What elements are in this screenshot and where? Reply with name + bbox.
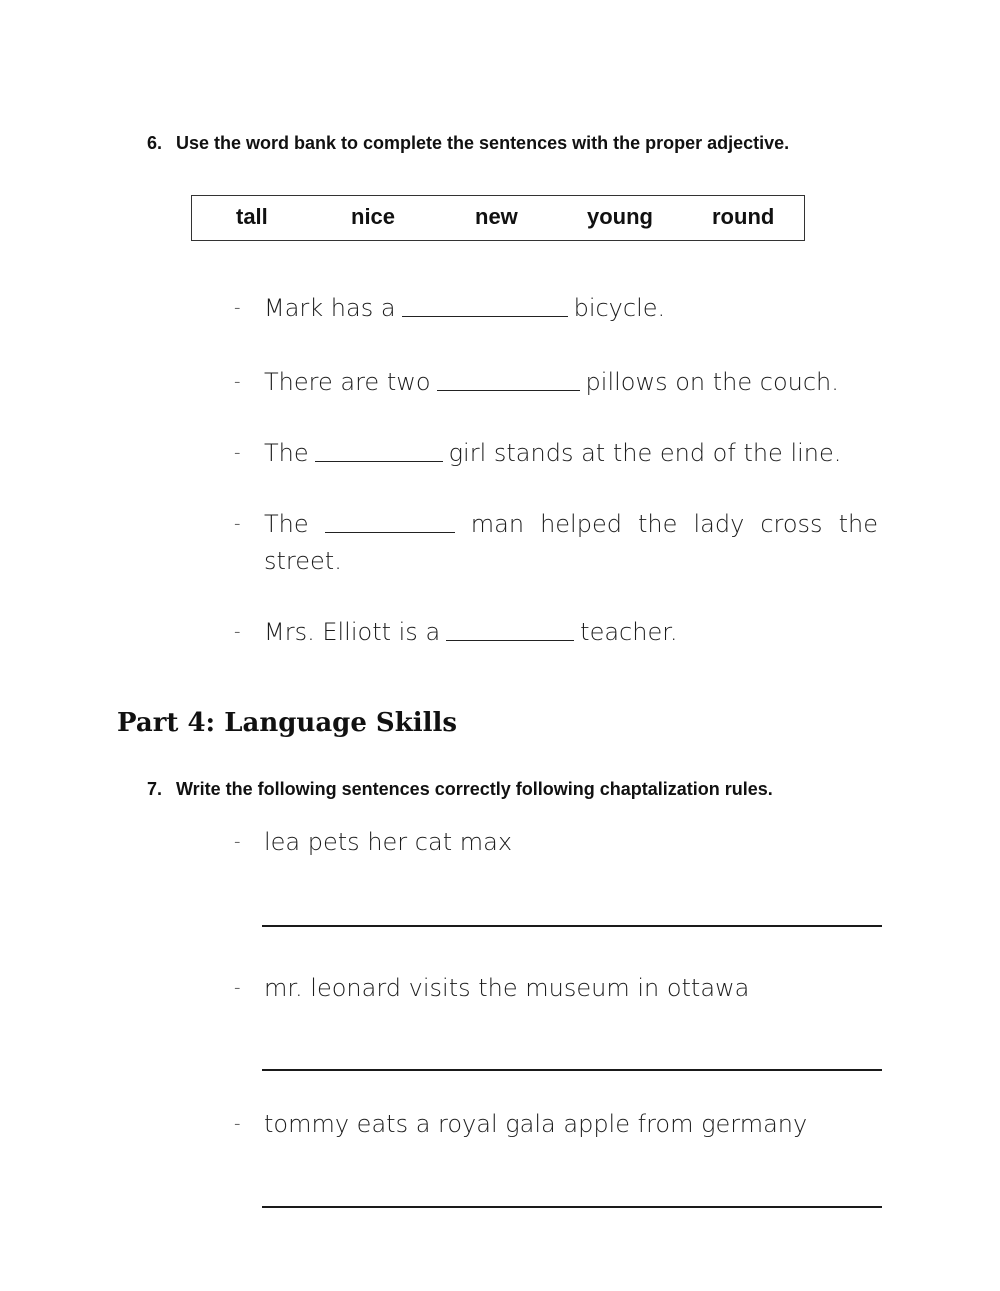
bullet-dash: -: [234, 297, 241, 318]
sentence-after: bicycle.: [573, 294, 666, 322]
sentence-word: the: [638, 510, 678, 538]
sentence-item: [234, 618, 678, 646]
sentence-before: The: [264, 439, 309, 467]
bullet-dash: -: [234, 831, 241, 852]
sentence-word: lady: [693, 510, 745, 538]
sentence-word: man: [470, 510, 525, 538]
sentence-word: the: [838, 510, 878, 538]
bullet-dash: -: [234, 1113, 241, 1134]
fill-in-blank[interactable]: [437, 368, 580, 391]
sentence-justified-line: [264, 510, 878, 538]
sentence-word: The: [264, 510, 309, 538]
word-bank-item: new: [475, 204, 518, 229]
sentence-word: cross: [760, 510, 823, 538]
sentence-before: Mrs. Elliott is a: [264, 618, 441, 646]
word-bank-item: young: [587, 204, 653, 229]
question-7-number: 7.: [147, 779, 163, 799]
sentence-after: pillows on the couch.: [585, 368, 839, 396]
sentence-item-dash: [234, 510, 264, 538]
sentence-after: teacher.: [580, 618, 678, 646]
sentence-item: [234, 294, 665, 322]
sentence-text: mr. leonard visits the museum in ottawa: [264, 974, 750, 1002]
fill-in-blank[interactable]: [446, 618, 574, 641]
sentence-before: Mark has a: [264, 294, 396, 322]
answer-line[interactable]: [262, 1206, 882, 1208]
word-bank-item: tall: [236, 204, 268, 229]
sentence-word: helped: [540, 510, 622, 538]
bullet-dash: -: [234, 977, 241, 998]
word-bank-item: nice: [351, 204, 396, 229]
question-6-heading: [147, 133, 789, 154]
sentence-continuation: street.: [264, 547, 342, 575]
sentence-text: lea pets her cat max: [264, 828, 513, 856]
fill-in-blank[interactable]: [402, 294, 568, 317]
word-bank: [191, 195, 805, 241]
question-7-instruction: Write the following sentences correctly following chaptalization rules.: [176, 779, 773, 799]
sentence-item: [234, 1110, 807, 1138]
question-6-number: 6.: [147, 133, 163, 153]
sentence-item: [234, 828, 512, 856]
word-bank-item: round: [712, 204, 775, 229]
question-7-heading: [147, 779, 773, 800]
sentence-text: tommy eats a royal gala apple from germany: [264, 1110, 808, 1138]
sentence-item: [234, 368, 839, 396]
question-6-instruction: Use the word bank to complete the sentences with the proper adjective.: [176, 133, 790, 153]
answer-line[interactable]: [262, 1069, 882, 1071]
bullet-dash: -: [234, 371, 241, 392]
sentence-item: [234, 974, 749, 1002]
bullet-dash: -: [234, 621, 241, 642]
bullet-dash: -: [234, 442, 241, 463]
answer-line[interactable]: [262, 925, 882, 927]
fill-in-blank[interactable]: [325, 510, 455, 533]
sentence-after: girl stands at the end of the line.: [448, 439, 842, 467]
sentence-item: [234, 439, 841, 467]
fill-in-blank[interactable]: [315, 439, 443, 462]
part-4-title: Part 4: Language Skills: [117, 708, 457, 738]
bullet-dash: -: [234, 513, 241, 534]
sentence-before: There are two: [264, 368, 431, 396]
